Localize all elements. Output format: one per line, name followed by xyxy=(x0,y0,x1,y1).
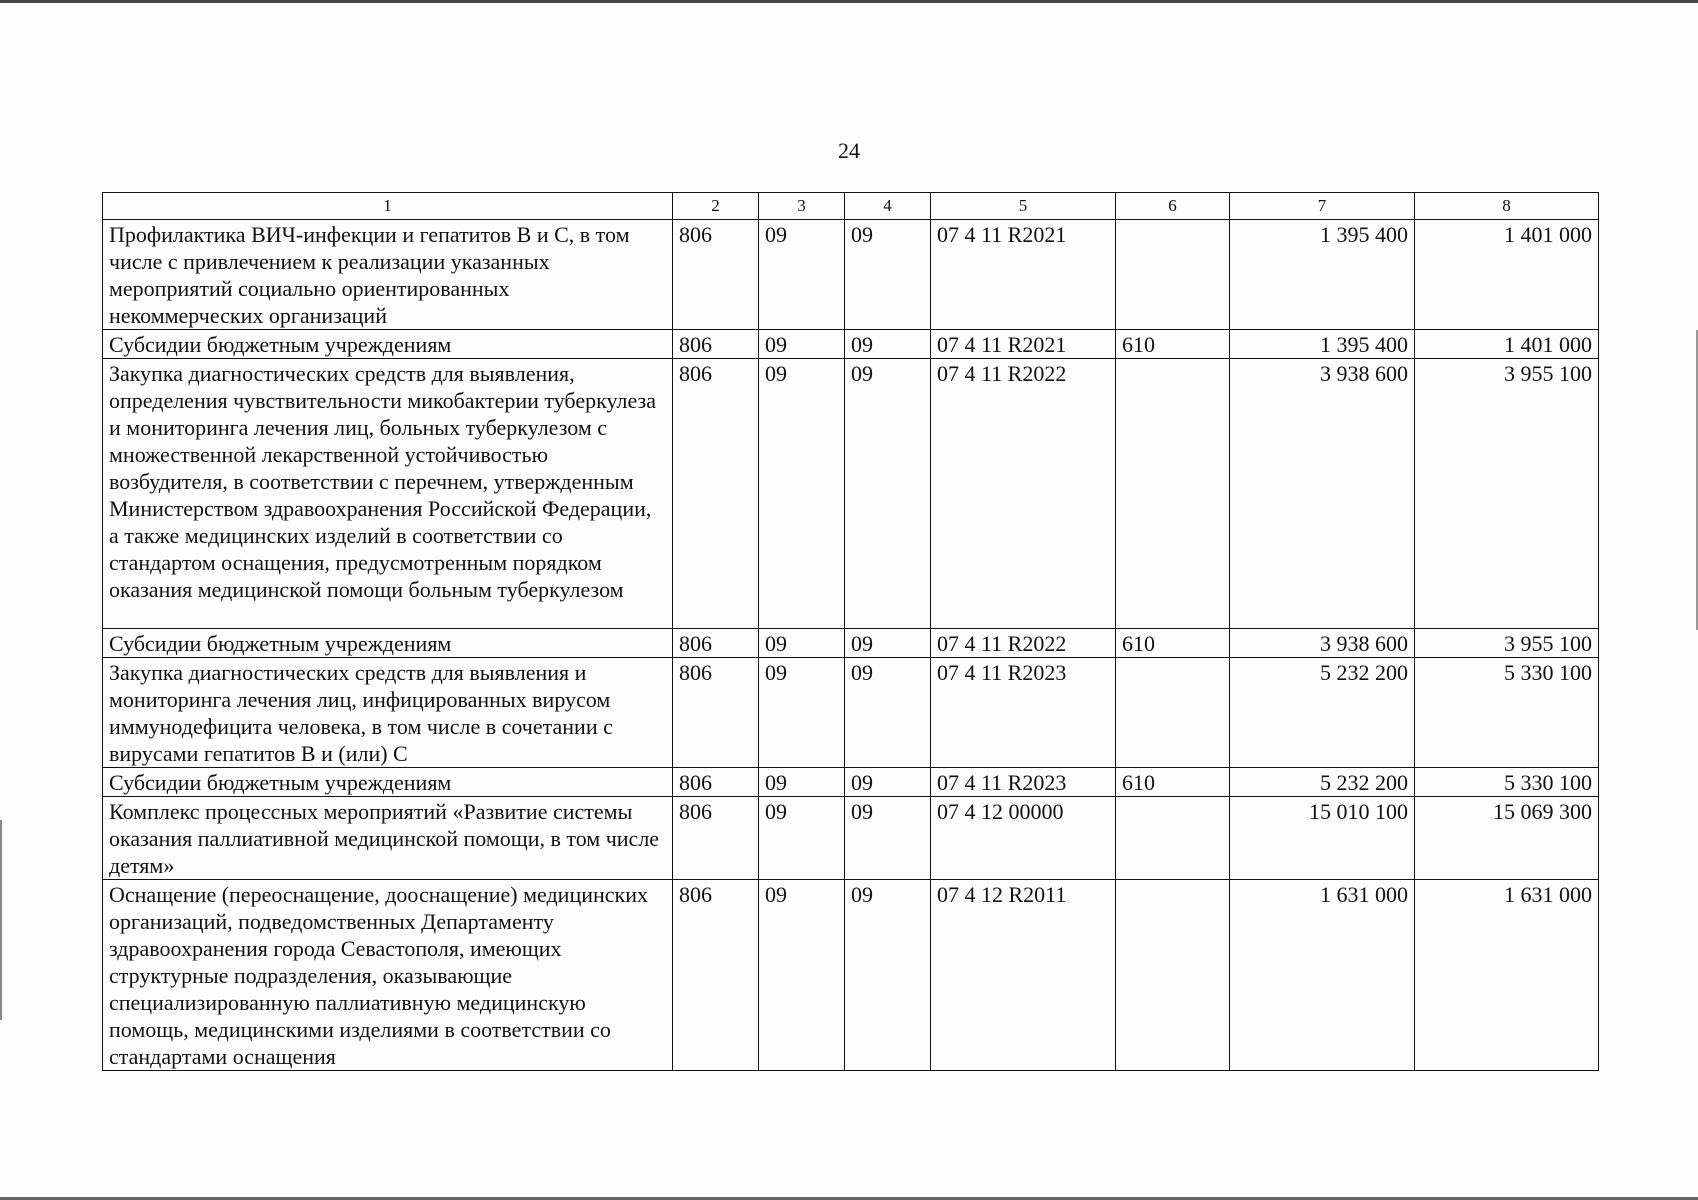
row-expense-type xyxy=(1116,797,1230,880)
header-col-8: 8 xyxy=(1415,193,1599,220)
row-amount-year-2: 5 330 100 xyxy=(1415,658,1599,768)
row-subsection: 09 xyxy=(845,658,931,768)
header-col-6: 6 xyxy=(1116,193,1230,220)
row-grbs: 806 xyxy=(673,629,759,658)
row-grbs: 806 xyxy=(673,330,759,359)
header-col-3: 3 xyxy=(759,193,845,220)
scan-top-edge xyxy=(0,0,1698,3)
table-row xyxy=(103,797,1599,880)
row-name: Закупка диагностических средств для выявления, определения чувствительности микобактерии туберкулеза и мониторинга лечения лиц, больных туберкулезом с множественной лекарственной устойчивостью возбудителя, в соответствии с перечнем, утвержденным Министерством здравоохранения Российской Федерации, а также медицинских изделий в соответствии со стандартом оснащения, предусмотренным порядком оказания медицинской помощи больным туберкулезом xyxy=(103,359,673,629)
row-expense-type xyxy=(1116,880,1230,1071)
row-expense-type xyxy=(1116,658,1230,768)
table-row xyxy=(103,880,1599,1071)
row-amount-year-2: 3 955 100 xyxy=(1415,359,1599,629)
row-section: 09 xyxy=(759,359,845,629)
row-amount-year-2: 3 955 100 xyxy=(1415,629,1599,658)
row-amount-year-1: 5 232 200 xyxy=(1230,658,1415,768)
header-col-2: 2 xyxy=(673,193,759,220)
row-subsection: 09 xyxy=(845,797,931,880)
table-row xyxy=(103,330,1599,359)
row-grbs: 806 xyxy=(673,359,759,629)
row-expense-type: 610 xyxy=(1116,768,1230,797)
row-amount-year-2: 1 401 000 xyxy=(1415,330,1599,359)
row-name: Субсидии бюджетным учреждениям xyxy=(103,768,673,797)
row-subsection: 09 xyxy=(845,629,931,658)
header-col-4: 4 xyxy=(845,193,931,220)
row-amount-year-2: 5 330 100 xyxy=(1415,768,1599,797)
row-name: Закупка диагностических средств для выявления и мониторинга лечения лиц, инфицированных вирусом иммунодефицита человека, в том числе в сочетании с вирусами гепатитов В и (или) С xyxy=(103,658,673,768)
row-section: 09 xyxy=(759,330,845,359)
row-target-article: 07 4 11 R2022 xyxy=(931,629,1116,658)
row-grbs: 806 xyxy=(673,658,759,768)
row-section: 09 xyxy=(759,629,845,658)
row-amount-year-2: 1 631 000 xyxy=(1415,880,1599,1071)
row-amount-year-1: 5 232 200 xyxy=(1230,768,1415,797)
row-section: 09 xyxy=(759,880,845,1071)
row-expense-type xyxy=(1116,359,1230,629)
row-target-article: 07 4 11 R2022 xyxy=(931,359,1116,629)
header-col-7: 7 xyxy=(1230,193,1415,220)
row-amount-year-1: 1 395 400 xyxy=(1230,330,1415,359)
row-amount-year-1: 1 631 000 xyxy=(1230,880,1415,1071)
row-subsection: 09 xyxy=(845,359,931,629)
row-amount-year-2: 15 069 300 xyxy=(1415,797,1599,880)
table-row xyxy=(103,629,1599,658)
row-target-article: 07 4 12 R2011 xyxy=(931,880,1116,1071)
row-section: 09 xyxy=(759,797,845,880)
row-name: Профилактика ВИЧ-инфекции и гепатитов В и С, в том числе с привлечением к реализации указанных мероприятий социально ориентированных некоммерческих организаций xyxy=(103,220,673,330)
row-section: 09 xyxy=(759,658,845,768)
row-target-article: 07 4 11 R2021 xyxy=(931,220,1116,330)
row-name: Комплекс процессных мероприятий «Развитие системы оказания паллиативной медицинской помощи, в том числе детям» xyxy=(103,797,673,880)
budget-table xyxy=(102,192,1599,1071)
row-expense-type: 610 xyxy=(1116,330,1230,359)
row-section: 09 xyxy=(759,768,845,797)
row-target-article: 07 4 11 R2021 xyxy=(931,330,1116,359)
row-grbs: 806 xyxy=(673,220,759,330)
row-target-article: 07 4 11 R2023 xyxy=(931,768,1116,797)
row-subsection: 09 xyxy=(845,330,931,359)
row-target-article: 07 4 12 00000 xyxy=(931,797,1116,880)
row-name: Субсидии бюджетным учреждениям xyxy=(103,330,673,359)
row-amount-year-1: 15 010 100 xyxy=(1230,797,1415,880)
table-row xyxy=(103,768,1599,797)
row-amount-year-1: 3 938 600 xyxy=(1230,359,1415,629)
row-amount-year-2: 1 401 000 xyxy=(1415,220,1599,330)
row-grbs: 806 xyxy=(673,768,759,797)
row-expense-type xyxy=(1116,220,1230,330)
row-grbs: 806 xyxy=(673,797,759,880)
row-subsection: 09 xyxy=(845,768,931,797)
scan-left-edge-mark xyxy=(0,820,2,1020)
row-amount-year-1: 3 938 600 xyxy=(1230,629,1415,658)
table-row xyxy=(103,658,1599,768)
header-col-1: 1 xyxy=(103,193,673,220)
page-number: 24 xyxy=(838,138,860,163)
row-grbs: 806 xyxy=(673,880,759,1071)
table-row xyxy=(103,359,1599,629)
row-target-article: 07 4 11 R2023 xyxy=(931,658,1116,768)
table-row xyxy=(103,220,1599,330)
row-subsection: 09 xyxy=(845,220,931,330)
row-name: Оснащение (переоснащение, дооснащение) медицинских организаций, подведомственных Департаменту здравоохранения города Севастополя, имеющих структурные подразделения, оказывающие специализированную паллиативную медицинскую помощь, медицинскими изделиями в соответствии со стандартами оснащения xyxy=(103,880,673,1071)
row-expense-type: 610 xyxy=(1116,629,1230,658)
table-header-row xyxy=(103,193,1599,220)
header-col-5: 5 xyxy=(931,193,1116,220)
row-subsection: 09 xyxy=(845,880,931,1071)
row-name: Субсидии бюджетным учреждениям xyxy=(103,629,673,658)
row-amount-year-1: 1 395 400 xyxy=(1230,220,1415,330)
row-section: 09 xyxy=(759,220,845,330)
